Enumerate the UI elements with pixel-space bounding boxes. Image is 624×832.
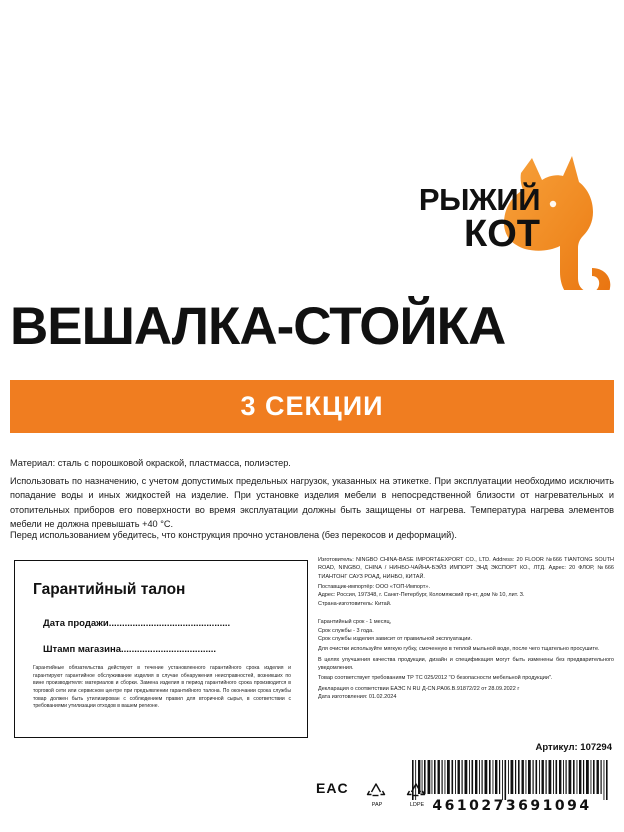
usage-text: Использовать по назначению, с учетом допустимых предельных нагрузок, указанных на этикетке. При эксплуатации необходимо исключить попадание воды и иных жидкостей на изделие. При установке изделия мебели в непосредственной близости от нагревательных и отопительных приборов его поверхности во время эксплуатации должны быть защищены от нагрева. Температура нагрева элементов мебели не должна превышать +40 °С.	[10, 476, 614, 529]
change-note-line: В целях улучшения качества продукции, дизайн и спецификация могут быть изменены без предварительного уведомления.	[318, 656, 614, 671]
country-line: Страна-изготовитель: Китай.	[318, 600, 392, 607]
date-of-sale-dots: ..............................................	[108, 618, 231, 629]
check-text: Перед использованием убедитесь, что конструкция прочно установлена (без перекосов и деформаций).	[10, 530, 457, 540]
compliance-marks	[316, 780, 446, 824]
date-of-sale-field[interactable]	[43, 618, 230, 629]
recycle-mark-ldpe	[400, 778, 434, 808]
subtitle-band	[10, 380, 614, 433]
product-title: ВЕШАЛКА-СТОЙКА	[10, 297, 506, 356]
warranty-title: Гарантийный талон	[33, 581, 186, 598]
recycle-mark-pap	[360, 778, 394, 808]
declaration-line: Товар соответствует требованиям ТР ТС 025/2012 "О безопасности мебельной продукции".	[318, 675, 553, 682]
brand-logo	[382, 150, 612, 290]
material-text: Материал: сталь с порошковой окраской, пластмасса, полиэстер.	[10, 458, 291, 468]
address-line: Адрес: Россия, 197348, г. Санкт-Петербург, Коломяжский пр-кт, дом № 10, лит. З.	[318, 592, 525, 599]
eac-mark: EAC	[316, 780, 349, 796]
manufacturer-line: Изготовитель: NINGBO CHINA-BASE IMPORT&EXPORT CO., LTD. Address: 20 FLOOR №666 TIANTONG SOUTH ROAD, NINGBO, CHINA / НИНБО-ЧАЙНА-БЭЙЗ ИМПОРТ ЭНД ЭКСПОРТ КО., ЛТД. Адрес: 20 ФЛОР, №666 ТИАНТОНГ САУЗ РОАД, НИНБО, КИТАЙ.	[318, 557, 614, 580]
recycle-triangle-icon	[400, 778, 434, 802]
recycle-code: PAP	[371, 802, 383, 808]
product-subtitle: 3 СЕКЦИИ	[240, 391, 384, 421]
recycle-marks	[360, 778, 434, 808]
brand-name-line1: РЫЖИЙ	[418, 182, 540, 217]
declaration-number-line: Декларация о соответствии ЕАЭС N RU Д-CN.РА06.B.91872/22 от 28.09.2022 г	[318, 685, 520, 692]
recycle-code: LDPE	[409, 802, 425, 808]
warranty-coupon	[14, 560, 308, 738]
barcode-digits: 4610273691094	[432, 798, 592, 814]
shop-stamp-label: Штамп магазина	[43, 644, 122, 655]
importer-line: Поставщик-импортёр: ООО «ТОП-Импорт».	[318, 584, 430, 591]
manufacture-date-line: Дата изготовления: 01.02.2024	[318, 694, 397, 701]
warranty-fine-print: Гарантийные обязательства действуют в течение установленного гарантийного срока изделия и гарантируют гарантийное обслуживание изделия в случае обнаружения неисправностей, возникших по вине производителя: материалов и сборки. Замена изделия в период гарантийного срока производится в торговой сети или сервисном центре при предъявлении гарантийного талона. По окончании срока службы товар должен быть утилизирован с соблюдением правил для вторичной сырья, в соответствии с требованиями утилизации отходов в вашем регионе.	[33, 665, 291, 710]
article-number: Артикул: 107294	[535, 742, 612, 753]
recycle-triangle-icon	[360, 778, 394, 802]
manufacturer-info	[318, 556, 614, 701]
shop-stamp-dots: ....................................	[121, 644, 217, 655]
service-note-line: Срок службы изделия зависит от правильной эксплуатации.	[318, 635, 472, 642]
date-of-sale-label: Дата продажи	[43, 618, 109, 629]
service-life-line: Срок службы - 3 года.	[318, 627, 374, 634]
brand-name-line2: КОТ	[464, 213, 540, 255]
cleaning-line: Для очистки используйте мягкую губку, смоченную в теплой мыльной воде, после чего тщательно просушите.	[318, 646, 600, 653]
warranty-term-line: Гарантийный срок - 1 месяц,	[318, 619, 392, 626]
shop-stamp-field[interactable]	[43, 644, 216, 655]
